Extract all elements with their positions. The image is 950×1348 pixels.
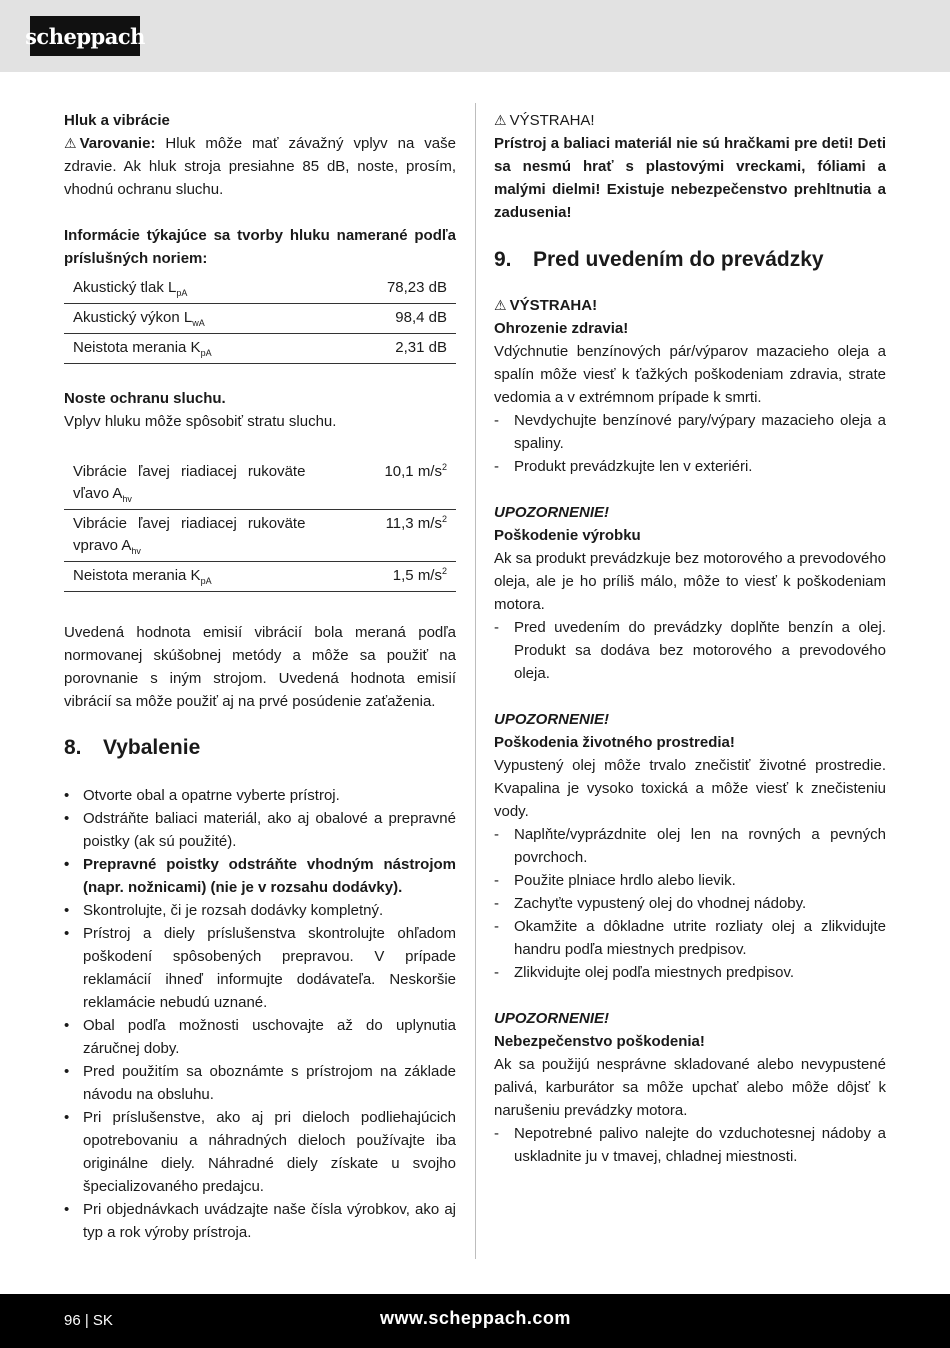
warning-text: Vdýchnutie benzínových pár/výparov mazacieho oleja a spalín môže viesť k ťažkých poškodeniam zdravia, strate vedomia a v extrémnom prípade k smrti. [494, 343, 886, 406]
list-item: • Obal podľa možnosti uschovajte až do uplynutia záručnej doby. [64, 1014, 456, 1060]
list-item: • Skontrolujte, či je rozsah dodávky kompletný. [64, 899, 456, 922]
website-link[interactable]: www.scheppach.com [380, 1308, 571, 1328]
list-item: • Otvorte obal a opatrne vyberte prístroj. [64, 784, 456, 807]
noise-label: Neistota merania $K_{pA}$ [73, 339, 212, 358]
notice-text: Ak sa produkt prevádzkuje bez motorového a prevodového oleja, ale je ho príliš málo, môže to viesť k poškodeniam motora. [494, 550, 886, 613]
vibration-label: Neistota merania $K_{pA}$ [73, 567, 212, 586]
noise-label: Akustický výkon $L_{wA}$ [73, 309, 205, 328]
table-row [64, 510, 456, 562]
warning-list [494, 409, 886, 478]
warning-text: Hluk môže mať závažný vplyv na vaše zdravie. Ak hluk stroja presiahne 85 dB, noste, prosím, vhodnú ochranu sluchu. [64, 135, 456, 198]
notice-list [494, 823, 886, 984]
table-row [64, 334, 456, 364]
list-item: - Pred uvedením do prevádzky doplňte benzín a olej. Produkt sa dodáva bez motorového a prevodového oleja. [494, 616, 886, 685]
vibration-label: Vibrácie ľavej riadiacej rukoväte vľavo $A_{hv}$ [73, 463, 306, 504]
warning-label: Varovanie: [79, 135, 156, 152]
warning-subtitle: Ohrozenie zdravia! [494, 320, 629, 337]
list-item: - Nepotrebné palivo nalejte do vzduchotesnej nádoby a uskladnite ju v tmavej, chladnej miestnosti. [494, 1122, 886, 1168]
table-row [64, 458, 456, 510]
vibration-value: 10,1 $m/s^2$ [384, 462, 447, 480]
list-item: - Naplňte/vyprázdnite olej len na rovných a pevných povrchoch. [494, 823, 886, 869]
notice-text: Vypustený olej môže trvalo znečistiť životné prostredie. Kvapalina je vysoko toxická a môže viesť k znečisteniu vody. [494, 757, 886, 820]
list-item: • Prepravné poistky odstráňte vhodným nástrojom (napr. nožnicami) (nie je v rozsahu dodávky). [64, 853, 456, 899]
notice-list [494, 616, 886, 685]
scheppach-logo: scheppach [30, 16, 140, 56]
list-item: - Okamžite a dôkladne utrite rozliaty olej a zlikvidujte handru podľa miestnych predpisov. [494, 915, 886, 961]
notice-subtitle: Poškodenia životného prostredia! [494, 734, 735, 751]
notice-subtitle: Nebezpečenstvo poškodenia! [494, 1033, 705, 1050]
warning-triangle-icon: ⚠ [494, 112, 507, 128]
right-column [494, 109, 886, 1168]
section-9-heading: 9. Pred uvedením do prevádzky [494, 248, 824, 271]
noise-value: 78,23 dB [386, 279, 447, 296]
warning-triangle-icon: ⚠ [494, 297, 507, 313]
list-item: - Produkt prevádzkujte len v exteriéri. [494, 455, 886, 478]
notice-text: Ak sa použijú nesprávne skladované alebo nevypustené palivá, karburátor sa môže upchať alebo môže dôjsť k narušeniu prevádzky motora. [494, 1056, 886, 1119]
info-title: Informácie týkajúce sa tvorby hluku namerané podľa príslušných noriem: [64, 227, 456, 267]
noise-label: Akustický tlak $L_{pA}$ [73, 279, 188, 298]
notice-heading: UPOZORNENIE! [494, 1010, 610, 1027]
warning-heading: ⚠ VÝSTRAHA! [494, 109, 886, 132]
list-item: • Pri príslušenstve, ako aj pri dieloch podliehajúcich opotrebovaniu a náhradných dieloch používajte iba originálne diely. Náhradné diely získate u svojho špecializovaného predajcu. [64, 1106, 456, 1198]
warning-text: Prístroj a baliaci materiál nie sú hračkami pre deti! Deti sa nesmú hrať s plastovými vreckami, fóliami a malými dielmi! Existuje nebezpečenstvo prehltnutia a zadusenia! [494, 135, 886, 221]
notice-heading: UPOZORNENIE! [494, 504, 610, 521]
vibration-value: 1,5 $m/s^2$ [392, 566, 447, 584]
table-row [64, 304, 456, 334]
noise-warning [64, 132, 456, 201]
list-item: - Nevdychujte benzínové pary/výpary mazacieho oleja a spaliny. [494, 409, 886, 455]
table-row [64, 274, 456, 304]
list-item: • Pri objednávkach uvádzajte naše čísla výrobkov, ako aj typ a rok výroby prístroja. [64, 1198, 456, 1244]
left-column [64, 109, 456, 1244]
notice-subtitle: Poškodenie výrobku [494, 527, 641, 544]
noise-value: 2,31 dB [395, 339, 447, 356]
list-item: - Použite plniace hrdlo alebo lievik. [494, 869, 886, 892]
page-number: 96 | SK [64, 1312, 113, 1329]
section-8-heading: 8. Vybalenie [64, 736, 201, 759]
column-divider [475, 103, 476, 1259]
noise-title: Hluk a vibrácie [64, 112, 170, 129]
hearing-text: Vplyv hluku môže spôsobiť stratu sluchu. [64, 413, 337, 430]
noise-value: 98,4 dB [395, 309, 447, 326]
hearing-title: Noste ochranu sluchu. [64, 390, 226, 407]
header-bar [0, 0, 950, 72]
list-item: • Odstráňte baliaci materiál, ako aj obalové a prepravné poistky (ak sú použité). [64, 807, 456, 853]
vibration-label: Vibrácie ľavej riadiacej rukoväte vpravo $A_{hv}$ [73, 515, 306, 556]
emission-text: Uvedená hodnota emisií vibrácií bola meraná podľa normovanej skúšobnej metódy a môže sa použiť na porovnanie s iným strojom. Uvedená hodnota emisií vibrácií sa môže použiť aj na prvé posúdenie zaťaženia. [64, 624, 456, 710]
list-item: • Pred použitím sa oboznámte s prístrojom na základe návodu na obsluhu. [64, 1060, 456, 1106]
list-item: • Prístroj a diely príslušenstva skontrolujte ohľadom poškodení spôsobených prepravou. V prípade reklamácií ihneď informujte dodávateľa. Neskoršie reklamácie nebudú uznané. [64, 922, 456, 1014]
footer-bar [0, 1294, 950, 1348]
noise-table [64, 274, 456, 364]
vibration-value: 11,3 $m/s^2$ [385, 514, 447, 532]
table-row [64, 562, 456, 592]
warning-triangle-icon: ⚠ [64, 135, 77, 151]
notice-list [494, 1122, 886, 1168]
unpack-list [64, 784, 456, 1244]
list-item: - Zlikvidujte olej podľa miestnych predpisov. [494, 961, 886, 984]
list-item: - Zachyťte vypustený olej do vhodnej nádoby. [494, 892, 886, 915]
vibration-table [64, 458, 456, 592]
notice-heading: UPOZORNENIE! [494, 711, 610, 728]
warning-heading: ⚠ VÝSTRAHA! [494, 294, 886, 317]
